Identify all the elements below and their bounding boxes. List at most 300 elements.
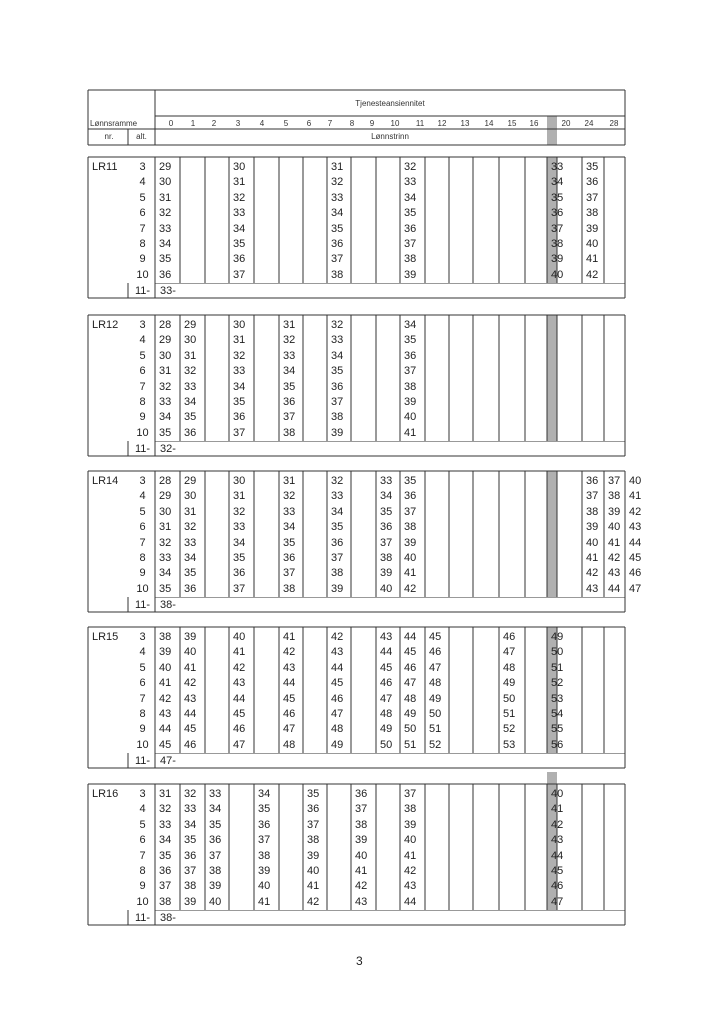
header-column-label: 13 — [460, 119, 470, 128]
salary-step-value: 41 — [586, 253, 599, 266]
salary-step-value: 36 — [209, 834, 222, 847]
salary-step-value: 36 — [184, 426, 197, 439]
salary-frame-name: LR14 — [92, 475, 119, 487]
salary-step-value: 41 — [404, 567, 417, 580]
salary-step-value: 37 — [404, 788, 417, 800]
salary-step-value: 48 — [503, 661, 516, 674]
salary-step-value: 39 — [258, 865, 271, 877]
alternative-number: 9 — [139, 411, 146, 424]
salary-step-value: 36 — [184, 582, 197, 595]
alternative-number: 4 — [139, 803, 146, 816]
salary-step-value: 43 — [355, 895, 368, 908]
shaded-column — [547, 315, 557, 441]
salary-step-value: 33 — [184, 803, 197, 816]
salary-step-value: 41 — [283, 631, 296, 643]
salary-step-value: 36 — [404, 349, 417, 362]
salary-step-value: 44 — [629, 536, 642, 549]
salary-step-value: 34 — [331, 349, 344, 362]
salary-step-value: 41 — [233, 646, 246, 659]
header-column-label: 15 — [507, 119, 517, 128]
salary-step-value: 43 — [233, 677, 246, 690]
salary-step-value: 41 — [586, 552, 599, 564]
header-column-label: 14 — [484, 119, 494, 128]
salary-step-value: 43 — [404, 880, 417, 893]
salary-step-value: 44 — [233, 692, 246, 705]
salary-step-value: 45 — [551, 865, 564, 877]
salary-step-value: 30 — [233, 319, 246, 331]
salary-step-value: 50 — [429, 708, 442, 720]
salary-step-value: 31 — [283, 319, 296, 331]
salary-step-value: 37 — [233, 268, 246, 281]
salary-step-value: 45 — [283, 692, 296, 705]
salary-step-value: 46 — [380, 677, 393, 690]
salary-step-value: 36 — [184, 849, 197, 862]
salary-step-value: 35 — [159, 253, 172, 266]
salary-step-value: 37 — [586, 191, 599, 204]
salary-step-value: 34 — [184, 396, 197, 408]
salary-step-value: 31 — [159, 521, 172, 534]
salary-step-value: 34 — [184, 818, 197, 831]
salary-step-value: 36 — [233, 411, 246, 424]
alternative-number: 5 — [139, 191, 146, 204]
salary-step-value: 31 — [233, 176, 246, 189]
salary-step-value: 47 — [380, 692, 393, 705]
alternative-number: 3 — [139, 319, 146, 331]
salary-step-value: 42 — [551, 818, 564, 831]
salary-step-value: 37 — [331, 396, 344, 408]
salary-step-value: 40 — [608, 521, 621, 534]
alternative-number: 8 — [139, 865, 146, 877]
shaded-column — [547, 471, 557, 597]
salary-step-value: 43 — [629, 521, 642, 534]
footer-value: 47- — [160, 755, 176, 768]
alternative-number: 3 — [139, 631, 146, 643]
salary-step-value: 40 — [404, 552, 417, 564]
salary-step-value: 33 — [331, 334, 344, 347]
alternative-number: 8 — [139, 238, 146, 250]
alternative-number: 7 — [139, 380, 146, 393]
salary-step-value: 38 — [331, 411, 344, 424]
salary-step-value: 42 — [608, 552, 621, 564]
salary-step-value: 39 — [551, 253, 564, 266]
salary-step-value: 45 — [429, 631, 442, 643]
salary-step-value: 35 — [404, 475, 417, 487]
footer-alternative: 11- — [134, 443, 151, 456]
salary-step-value: 37 — [233, 426, 246, 439]
salary-step-value: 47 — [283, 723, 296, 736]
salary-step-value: 33 — [404, 176, 417, 189]
salary-step-value: 38 — [159, 631, 172, 643]
salary-step-value: 38 — [404, 521, 417, 534]
salary-step-value: 39 — [586, 521, 599, 534]
salary-step-value: 42 — [629, 505, 642, 518]
salary-step-value: 34 — [233, 380, 246, 393]
alternative-number: 5 — [139, 818, 146, 831]
salary-step-value: 34 — [159, 567, 172, 580]
salary-step-value: 36 — [404, 222, 417, 235]
alternative-number: 8 — [139, 396, 146, 408]
salary-step-value: 32 — [283, 334, 296, 347]
salary-step-value: 53 — [503, 738, 516, 751]
salary-step-value: 35 — [258, 803, 271, 816]
salary-step-value: 49 — [503, 677, 516, 690]
salary-step-value: 36 — [283, 552, 296, 564]
salary-step-value: 47 — [331, 708, 344, 720]
salary-step-value: 45 — [629, 552, 642, 564]
alternative-number: 4 — [139, 176, 146, 189]
salary-step-value: 39 — [586, 222, 599, 235]
footer-alternative: 11- — [134, 755, 151, 768]
salary-step-value: 35 — [331, 521, 344, 534]
alternative-number: 6 — [139, 677, 146, 690]
salary-step-value: 45 — [404, 646, 417, 659]
salary-step-value: 46 — [331, 692, 344, 705]
alternative-number: 4 — [139, 646, 146, 659]
salary-step-value: 36 — [404, 490, 417, 503]
salary-step-value: 30 — [159, 349, 172, 362]
salary-step-value: 32 — [331, 319, 344, 331]
salary-step-value: 33 — [283, 349, 296, 362]
salary-step-value: 35 — [233, 238, 246, 250]
salary-step-value: 35 — [551, 191, 564, 204]
salary-step-value: 51 — [429, 723, 442, 736]
salary-step-value: 48 — [283, 738, 296, 751]
salary-step-value: 43 — [159, 708, 172, 720]
salary-step-value: 38 — [608, 490, 621, 503]
salary-step-value: 38 — [283, 426, 296, 439]
salary-step-value: 37 — [159, 880, 172, 893]
salary-step-value: 36 — [159, 268, 172, 281]
header-column-label: 7 — [327, 119, 333, 128]
salary-step-value: 47 — [551, 895, 564, 908]
footer-value: 38- — [160, 599, 176, 612]
salary-step-value: 38 — [380, 552, 393, 564]
salary-step-value: 50 — [380, 738, 393, 751]
salary-step-value: 45 — [159, 738, 172, 751]
salary-step-value: 40 — [209, 895, 222, 908]
salary-step-value: 37 — [258, 834, 271, 847]
header-label-alt: alt. — [136, 132, 147, 141]
salary-step-value: 43 — [551, 834, 564, 847]
salary-step-value: 35 — [331, 222, 344, 235]
salary-step-value: 36 — [307, 803, 320, 816]
salary-step-value: 46 — [184, 738, 197, 751]
header-label-lonnsramme: Lønnsramme — [90, 119, 138, 128]
salary-step-value: 33 — [283, 505, 296, 518]
salary-step-value: 42 — [404, 865, 417, 877]
salary-step-value: 35 — [233, 396, 246, 408]
salary-step-value: 42 — [307, 895, 320, 908]
salary-step-value: 40 — [355, 849, 368, 862]
footer-value: 32- — [160, 443, 176, 456]
alternative-number: 5 — [139, 661, 146, 674]
salary-step-value: 35 — [159, 582, 172, 595]
alternative-number: 4 — [139, 334, 146, 347]
salary-step-value: 34 — [331, 505, 344, 518]
salary-step-value: 51 — [551, 661, 564, 674]
salary-step-value: 36 — [586, 176, 599, 189]
salary-step-value: 41 — [629, 490, 642, 503]
salary-step-value: 47 — [429, 661, 442, 674]
salary-step-value: 30 — [233, 475, 246, 487]
salary-step-value: 35 — [209, 818, 222, 831]
alternative-number: 3 — [139, 788, 146, 800]
salary-step-value: 41 — [404, 849, 417, 862]
salary-step-value: 37 — [331, 552, 344, 564]
salary-step-value: 43 — [283, 661, 296, 674]
salary-step-value: 45 — [331, 677, 344, 690]
salary-step-value: 33 — [551, 161, 564, 173]
salary-step-value: 35 — [404, 207, 417, 220]
alternative-number: 4 — [139, 490, 146, 503]
salary-step-value: 31 — [159, 365, 172, 378]
salary-step-value: 43 — [380, 631, 393, 643]
salary-step-value: 36 — [551, 207, 564, 220]
salary-step-value: 40 — [586, 536, 599, 549]
alternative-number: 8 — [139, 552, 146, 564]
salary-step-value: 42 — [233, 661, 246, 674]
salary-step-value: 39 — [355, 834, 368, 847]
salary-step-value: 36 — [159, 865, 172, 877]
salary-step-value: 46 — [429, 646, 442, 659]
salary-step-value: 33 — [159, 552, 172, 564]
footer-value: 38- — [160, 912, 176, 925]
salary-step-value: 33 — [233, 521, 246, 534]
salary-step-value: 41 — [551, 803, 564, 816]
footer-alternative: 11- — [134, 285, 151, 298]
alternative-number: 10 — [136, 268, 149, 281]
salary-step-value: 32 — [159, 207, 172, 220]
salary-step-value: 29 — [184, 475, 197, 487]
alternative-number: 7 — [139, 536, 146, 549]
salary-step-value: 35 — [586, 161, 599, 173]
salary-step-value: 38 — [209, 865, 222, 877]
salary-step-value: 41 — [355, 865, 368, 877]
header-column-label: 16 — [529, 119, 539, 128]
salary-step-value: 33 — [233, 365, 246, 378]
salary-step-value: 34 — [283, 521, 296, 534]
salary-step-value: 39 — [331, 582, 344, 595]
salary-step-value: 32 — [184, 521, 197, 534]
salary-step-value: 41 — [258, 895, 271, 908]
salary-step-value: 36 — [258, 818, 271, 831]
salary-step-value: 33 — [159, 818, 172, 831]
header-title: Tjenesteansiennitet — [355, 99, 425, 108]
alternative-number: 6 — [139, 207, 146, 220]
salary-step-value: 48 — [404, 692, 417, 705]
salary-step-value: 37 — [233, 582, 246, 595]
salary-step-value: 37 — [209, 849, 222, 862]
salary-step-value: 33 — [380, 475, 393, 487]
salary-step-value: 46 — [283, 708, 296, 720]
salary-step-value: 31 — [159, 191, 172, 204]
salary-step-value: 34 — [233, 222, 246, 235]
salary-step-value: 34 — [159, 411, 172, 424]
header-column-label: 4 — [259, 119, 265, 128]
salary-step-value: 43 — [184, 692, 197, 705]
salary-step-value: 39 — [404, 818, 417, 831]
salary-step-value: 39 — [159, 646, 172, 659]
salary-step-value: 50 — [503, 692, 516, 705]
salary-step-value: 31 — [233, 490, 246, 503]
salary-step-value: 43 — [586, 582, 599, 595]
header-column-label: 12 — [437, 119, 447, 128]
salary-step-value: 40 — [380, 582, 393, 595]
salary-frame-name: LR16 — [92, 788, 119, 800]
salary-step-value: 42 — [404, 582, 417, 595]
salary-step-value: 31 — [159, 788, 172, 800]
salary-step-value: 42 — [586, 567, 599, 580]
salary-step-value: 38 — [283, 582, 296, 595]
salary-step-value: 34 — [159, 238, 172, 250]
salary-step-value: 29 — [184, 319, 197, 331]
salary-step-value: 47 — [233, 738, 246, 751]
salary-step-value: 49 — [551, 631, 564, 643]
salary-step-value: 35 — [283, 536, 296, 549]
salary-step-value: 30 — [159, 176, 172, 189]
salary-step-value: 38 — [258, 849, 271, 862]
salary-step-value: 33 — [209, 788, 222, 800]
salary-step-value: 38 — [159, 895, 172, 908]
salary-step-value: 37 — [404, 238, 417, 250]
salary-step-value: 45 — [380, 661, 393, 674]
salary-step-value: 37 — [283, 411, 296, 424]
salary-step-value: 33 — [331, 191, 344, 204]
salary-step-value: 44 — [283, 677, 296, 690]
alternative-number: 3 — [139, 161, 146, 173]
salary-step-value: 48 — [331, 723, 344, 736]
salary-step-value: 37 — [380, 536, 393, 549]
header-column-label: 6 — [306, 119, 312, 128]
salary-step-value: 31 — [331, 161, 344, 173]
alternative-number: 9 — [139, 253, 146, 266]
salary-step-value: 44 — [404, 631, 417, 643]
salary-step-value: 39 — [307, 849, 320, 862]
salary-step-value: 33 — [159, 396, 172, 408]
salary-step-value: 32 — [233, 191, 246, 204]
salary-step-value: 41 — [159, 677, 172, 690]
alternative-number: 9 — [139, 567, 146, 580]
alternative-number: 6 — [139, 834, 146, 847]
salary-step-value: 40 — [404, 411, 417, 424]
salary-step-value: 35 — [380, 505, 393, 518]
header-column-label: 9 — [369, 119, 375, 128]
salary-step-value: 46 — [404, 661, 417, 674]
salary-step-value: 46 — [233, 723, 246, 736]
header-column-label: 1 — [190, 119, 196, 128]
alternative-number: 10 — [136, 426, 149, 439]
salary-step-value: 29 — [159, 490, 172, 503]
salary-step-value: 44 — [159, 723, 172, 736]
salary-step-value: 35 — [184, 567, 197, 580]
header-column-label: 10 — [390, 119, 400, 128]
salary-step-value: 33 — [331, 490, 344, 503]
salary-frame-name: LR11 — [92, 161, 118, 173]
salary-step-value: 41 — [307, 880, 320, 893]
salary-step-value: 34 — [283, 365, 296, 378]
salary-step-value: 34 — [331, 207, 344, 220]
salary-step-value: 34 — [404, 191, 417, 204]
salary-step-value: 32 — [283, 490, 296, 503]
alternative-number: 6 — [139, 365, 146, 378]
salary-step-value: 39 — [331, 426, 344, 439]
salary-step-value: 50 — [404, 723, 417, 736]
shaded-column-stub — [547, 772, 557, 784]
salary-step-value: 36 — [233, 253, 246, 266]
alternative-number: 7 — [139, 849, 146, 862]
salary-step-value: 40 — [184, 646, 197, 659]
salary-step-value: 42 — [184, 677, 197, 690]
header-column-label: 24 — [584, 119, 594, 128]
salary-step-value: 54 — [551, 708, 564, 720]
salary-step-value: 37 — [404, 365, 417, 378]
salary-step-value: 31 — [184, 349, 197, 362]
salary-step-value: 32 — [184, 365, 197, 378]
header-column-label: 0 — [168, 119, 174, 128]
header-column-label: 8 — [349, 119, 355, 128]
alternative-number: 9 — [139, 880, 146, 893]
salary-step-value: 44 — [608, 582, 621, 595]
salary-step-value: 34 — [159, 834, 172, 847]
salary-step-value: 44 — [404, 895, 417, 908]
salary-step-value: 30 — [233, 161, 246, 173]
salary-step-value: 39 — [404, 396, 417, 408]
salary-step-value: 38 — [551, 238, 564, 250]
salary-step-value: 34 — [184, 552, 197, 564]
salary-step-value: 35 — [331, 365, 344, 378]
alternative-number: 5 — [139, 505, 146, 518]
salary-step-value: 37 — [307, 818, 320, 831]
salary-step-value: 38 — [355, 818, 368, 831]
alternative-number: 9 — [139, 723, 146, 736]
salary-step-value: 30 — [159, 505, 172, 518]
salary-step-value: 31 — [233, 334, 246, 347]
salary-step-value: 37 — [404, 505, 417, 518]
alternative-number: 5 — [139, 349, 146, 362]
salary-step-value: 38 — [586, 505, 599, 518]
alternative-number: 10 — [136, 582, 149, 595]
salary-step-value: 38 — [404, 253, 417, 266]
salary-step-value: 46 — [629, 567, 642, 580]
salary-step-value: 44 — [184, 708, 197, 720]
salary-step-value: 34 — [380, 490, 393, 503]
salary-step-value: 56 — [551, 738, 564, 751]
salary-step-value: 43 — [331, 646, 344, 659]
salary-step-value: 32 — [159, 536, 172, 549]
salary-step-value: 35 — [283, 380, 296, 393]
salary-step-value: 53 — [551, 692, 564, 705]
salary-step-value: 30 — [184, 490, 197, 503]
salary-step-value: 45 — [233, 708, 246, 720]
salary-step-value: 42 — [355, 880, 368, 893]
salary-step-value: 39 — [404, 536, 417, 549]
salary-step-value: 36 — [380, 521, 393, 534]
salary-step-value: 40 — [551, 268, 564, 281]
salary-step-value: 42 — [283, 646, 296, 659]
salary-step-value: 45 — [184, 723, 197, 736]
salary-step-value: 36 — [331, 536, 344, 549]
salary-step-value: 49 — [404, 708, 417, 720]
salary-step-value: 35 — [184, 834, 197, 847]
salary-step-value: 33 — [184, 380, 197, 393]
salary-step-value: 33 — [184, 536, 197, 549]
salary-step-value: 32 — [159, 803, 172, 816]
salary-frame-name: LR15 — [92, 631, 119, 643]
salary-step-value: 34 — [209, 803, 222, 816]
salary-step-value: 38 — [404, 803, 417, 816]
salary-step-value: 38 — [586, 207, 599, 220]
salary-step-value: 40 — [551, 788, 564, 800]
